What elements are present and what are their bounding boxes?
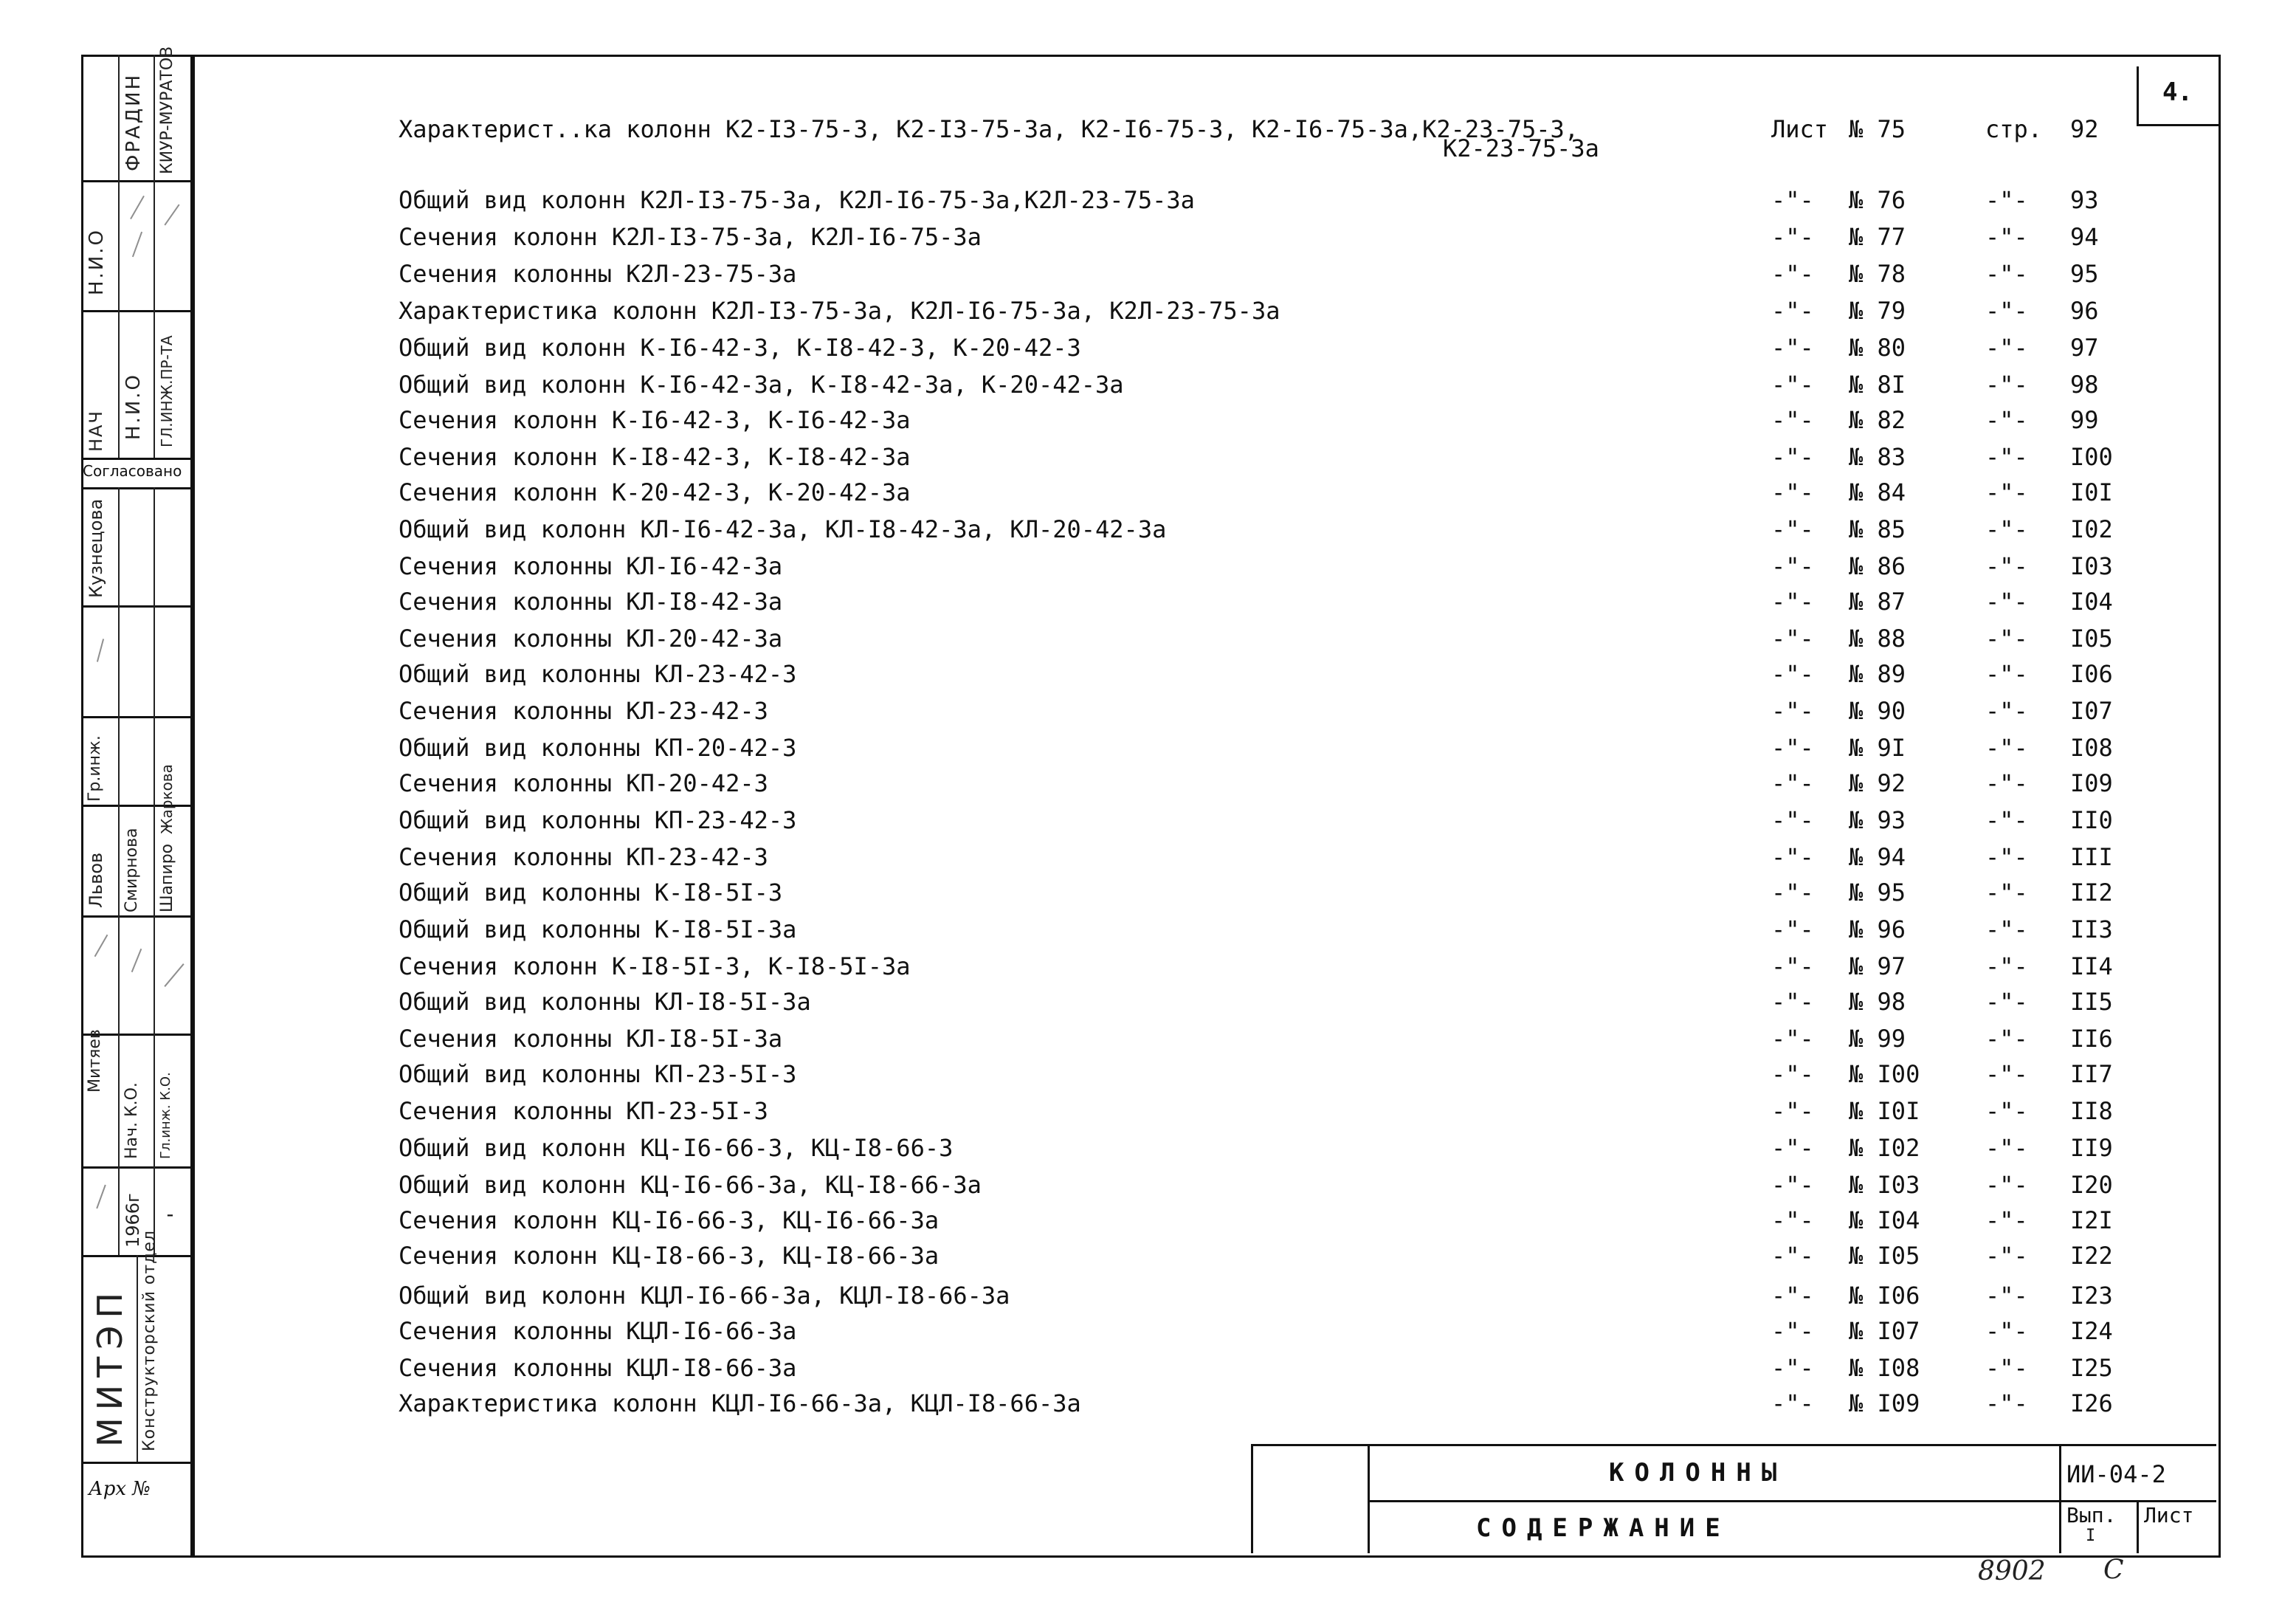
- row-title: Сечения колонны КЛ-I8-5I-3а: [399, 1025, 783, 1053]
- row-sheet-label: -"-: [1771, 1060, 1814, 1088]
- contents-row: [0, 911, 2214, 948]
- title-block-kolonny: КОЛОННЫ: [1609, 1458, 1787, 1488]
- row-title: Общий вид колонны К-I8-5I-3а: [399, 915, 797, 943]
- row-sheet-label: -"-: [1771, 952, 1814, 980]
- title-block-code: ИИ-04-2: [2066, 1460, 2166, 1488]
- row-sheet-number: № 96: [1849, 915, 1906, 943]
- row-page-label: -"-: [1985, 588, 2028, 616]
- row-sheet-label: -"-: [1771, 552, 1814, 580]
- row-page-label: -"-: [1985, 406, 2028, 434]
- row-sheet-number: № 95: [1849, 878, 1906, 907]
- stamp-grinzh: Гр.инж.: [86, 735, 104, 802]
- row-sheet-label: -"-: [1771, 660, 1814, 688]
- contents-row: [0, 402, 2214, 439]
- row-sheet-label: -"-: [1771, 1354, 1814, 1382]
- contents-row: [0, 511, 2214, 548]
- stamp-dash: -: [164, 1202, 176, 1226]
- row-sheet-number: № 99: [1849, 1025, 1906, 1053]
- row-sheet-number: № I06: [1849, 1282, 1920, 1310]
- row-page-number: 99: [2070, 406, 2099, 434]
- row-sheet-number: № 77: [1849, 223, 1906, 251]
- stamp-dept: Конструкторский отдел: [140, 1230, 159, 1451]
- contents-row: [0, 292, 2214, 329]
- row-page-number: I04: [2070, 588, 2113, 616]
- row-page-number: III: [2070, 843, 2113, 871]
- row-sheet-number: № I08: [1849, 1354, 1920, 1382]
- stamp-lvov: Львов: [86, 852, 106, 908]
- contents-row: [0, 1277, 2214, 1314]
- row-title: Общий вид колонн К-I6-42-3, К-I8-42-3, К-20-42-3: [399, 334, 1081, 362]
- row-page-number: II8: [2070, 1097, 2113, 1125]
- row-title: Сечения колонн К-20-42-3, К-20-42-3а: [399, 478, 911, 506]
- row-page-label: -"-: [1985, 1317, 2028, 1345]
- row-title: Общий вид колонны КП-23-42-3: [399, 806, 797, 834]
- contents-row: [0, 1129, 2214, 1166]
- row-sheet-label: -"-: [1771, 478, 1814, 506]
- row-page-number: II6: [2070, 1025, 2113, 1053]
- row-page-label: -"-: [1985, 1025, 2028, 1053]
- row-title: Сечения колонн К-I8-42-3, К-I8-42-3а: [399, 443, 911, 471]
- row-page-number: I25: [2070, 1354, 2113, 1382]
- contents-row: [0, 1056, 2214, 1093]
- row-sheet-number: № 8I: [1849, 371, 1906, 399]
- row-sheet-label: -"-: [1771, 1206, 1814, 1234]
- contents-row: [0, 983, 2214, 1020]
- contents-row: [0, 1237, 2214, 1274]
- row-page-number: 96: [2070, 297, 2099, 325]
- contents-row: [0, 182, 2214, 219]
- row-page-number: I03: [2070, 552, 2113, 580]
- row-page-number: II3: [2070, 915, 2113, 943]
- row-page-label: -"-: [1985, 371, 2028, 399]
- row-page-number: I06: [2070, 660, 2113, 688]
- row-sheet-number: № 86: [1849, 552, 1906, 580]
- row-sheet-label: -"-: [1771, 878, 1814, 907]
- row-sheet-number: № 79: [1849, 297, 1906, 325]
- row-page-number: 95: [2070, 260, 2099, 288]
- stamp-smirnova: Смирнова: [123, 828, 141, 912]
- row-sheet-number: № 97: [1849, 952, 1906, 980]
- stamp-arch: Арх №: [89, 1478, 151, 1500]
- row-page-label: стр.: [1985, 115, 2043, 143]
- page-number: 4.: [2162, 78, 2193, 107]
- contents-row: [0, 1385, 2214, 1422]
- row-page-number: II7: [2070, 1060, 2113, 1088]
- row-page-number: II9: [2070, 1134, 2113, 1162]
- contents-row: [0, 1349, 2214, 1386]
- stamp-shapiro: Шапиро: [158, 843, 176, 912]
- stamp-kuznetsova: Кузнецова: [86, 498, 106, 598]
- row-sheet-label: -"-: [1771, 223, 1814, 251]
- row-sheet-number: № 75: [1849, 115, 1906, 143]
- row-page-number: 97: [2070, 334, 2099, 362]
- stamp-zharkova: Жаркова: [158, 764, 176, 834]
- row-sheet-label: -"-: [1771, 843, 1814, 871]
- row-sheet-label: -"-: [1771, 806, 1814, 834]
- contents-row: [0, 439, 2214, 475]
- row-sheet-number: № 94: [1849, 843, 1906, 871]
- row-page-label: -"-: [1985, 843, 2028, 871]
- row-page-number: I00: [2070, 443, 2113, 471]
- row-title: Общий вид колонн К2Л-I3-75-3а, К2Л-I6-75-3а,К2Л-23-75-3а: [399, 186, 1195, 214]
- stamp-year: 1966г: [123, 1193, 143, 1248]
- contents-row: [0, 620, 2214, 657]
- row-page-number: I02: [2070, 515, 2113, 543]
- row-page-number: I23: [2070, 1282, 2113, 1310]
- row-title: Сечения колонны КЛ-20-42-3а: [399, 625, 783, 653]
- row-sheet-label: -"-: [1771, 734, 1814, 762]
- row-page-label: -"-: [1985, 1097, 2028, 1125]
- row-page-label: -"-: [1985, 1354, 2028, 1382]
- row-title: Сечения колонны КП-23-5I-3: [399, 1097, 768, 1125]
- row-sheet-number: № 82: [1849, 406, 1906, 434]
- stamp-name-fradin: ФРАДИН: [123, 72, 145, 171]
- row-title: Сечения колонны КЛ-23-42-3: [399, 697, 768, 725]
- bottom-number: 8902: [1978, 1556, 2046, 1586]
- row-title: Сечения колонны КЛ-I8-42-3а: [399, 588, 783, 616]
- row-sheet-number: № I05: [1849, 1242, 1920, 1270]
- contents-row: [0, 729, 2214, 766]
- row-title: Сечения колонны КП-20-42-3: [399, 769, 768, 797]
- contents-row: [0, 1166, 2214, 1203]
- row-page-label: -"-: [1985, 660, 2028, 688]
- row-page-label: -"-: [1985, 1242, 2028, 1270]
- row-sheet-label: -"-: [1771, 1242, 1814, 1270]
- row-sheet-label: -"-: [1771, 260, 1814, 288]
- row-page-number: I22: [2070, 1242, 2113, 1270]
- row-title: Общий вид колонны КЛ-I8-5I-3а: [399, 988, 811, 1016]
- row-page-label: -"-: [1985, 478, 2028, 506]
- row-sheet-number: № 78: [1849, 260, 1906, 288]
- contents-row: [0, 1313, 2214, 1349]
- row-sheet-label: -"-: [1771, 697, 1814, 725]
- row-title: Общий вид колонн КЦЛ-I6-66-3а, КЦЛ-I8-66-3а: [399, 1282, 1010, 1310]
- contents-row: [0, 583, 2214, 620]
- row-sheet-label: -"-: [1771, 625, 1814, 653]
- row-sheet-number: № 76: [1849, 186, 1906, 214]
- row-sheet-label: -"-: [1771, 769, 1814, 797]
- row-sheet-label: -"-: [1771, 334, 1814, 362]
- row-sheet-number: № 80: [1849, 334, 1906, 362]
- row-page-label: -"-: [1985, 952, 2028, 980]
- row-sheet-number: № 84: [1849, 478, 1906, 506]
- row-page-label: -"-: [1985, 1389, 2028, 1417]
- contents-row: [0, 802, 2214, 839]
- row-sheet-number: № 85: [1849, 515, 1906, 543]
- row-sheet-label: -"-: [1771, 1317, 1814, 1345]
- stamp-org: МИТЭП: [90, 1285, 130, 1447]
- row-title: Сечения колонн К2Л-I3-75-3а, К2Л-I6-75-3а: [399, 223, 982, 251]
- contents-row: [0, 874, 2214, 911]
- row-page-number: II2: [2070, 878, 2113, 907]
- row-page-label: -"-: [1985, 915, 2028, 943]
- row-sheet-number: № 93: [1849, 806, 1906, 834]
- row-title: Сечения колонны К2Л-23-75-3а: [399, 260, 797, 288]
- stamp-role-nio-2: Н.И.О: [123, 373, 145, 440]
- contents-row: [0, 474, 2214, 511]
- row-page-number: II0: [2070, 806, 2113, 834]
- row-sheet-number: № 87: [1849, 588, 1906, 616]
- title-block-vyp-label: Вып.: [2066, 1503, 2117, 1527]
- contents-row: [0, 1202, 2214, 1239]
- title-block-list-label: Лист: [2144, 1503, 2194, 1527]
- row-title: Сечения колонны КЛ-I6-42-3а: [399, 552, 783, 580]
- row-title: Сечения колонн КЦ-I6-66-3, КЦ-I6-66-3а: [399, 1206, 940, 1234]
- row-title: Общий вид колонн КЦ-I6-66-3а, КЦ-I8-66-3а: [399, 1171, 982, 1199]
- row-page-number: 98: [2070, 371, 2099, 399]
- row-sheet-label: -"-: [1771, 588, 1814, 616]
- row-page-label: -"-: [1985, 625, 2028, 653]
- row-sheet-label: -"-: [1771, 1389, 1814, 1417]
- contents-row: [0, 765, 2214, 802]
- row-title: Характеристика колонн К2Л-I3-75-3а, К2Л-I6-75-3а, К2Л-23-75-3а: [399, 297, 1280, 325]
- bottom-sheet-letter: С: [2103, 1555, 2124, 1585]
- row-sheet-label: -"-: [1771, 443, 1814, 471]
- stamp-mityaev: Митяев: [86, 1029, 104, 1093]
- row-sheet-number: № I0I: [1849, 1097, 1920, 1125]
- row-page-label: -"-: [1985, 186, 2028, 214]
- row-page-label: -"-: [1985, 1282, 2028, 1310]
- row-sheet-number: № 98: [1849, 988, 1906, 1016]
- contents-row: [0, 219, 2214, 255]
- title-block-vyp-value: I: [2086, 1527, 2096, 1545]
- row-page-label: -"-: [1985, 1060, 2028, 1088]
- row-sheet-label: -"-: [1771, 1025, 1814, 1053]
- stamp-role-nach: НАЧ: [86, 410, 106, 452]
- row-page-label: -"-: [1985, 769, 2028, 797]
- row-sheet-label: -"-: [1771, 1282, 1814, 1310]
- row-sheet-number: № I02: [1849, 1134, 1920, 1162]
- row-sheet-label: -"-: [1771, 371, 1814, 399]
- stamp-nach-ko: Нач. К.О.: [123, 1082, 141, 1159]
- row-sheet-label: -"-: [1771, 1097, 1814, 1125]
- stamp-glinzh-ko: Гл.инж. К.О.: [158, 1072, 173, 1159]
- row-title: Общий вид колонн КЛ-I6-42-3а, КЛ-I8-42-3а, КЛ-20-42-3а: [399, 515, 1167, 543]
- contents-row: [0, 948, 2214, 985]
- row-sheet-label: -"-: [1771, 1134, 1814, 1162]
- row-sheet-label: Лист: [1771, 115, 1829, 143]
- row-title-continued: К2-23-75-3а: [1443, 134, 1599, 162]
- row-title: Характеристика колонн КЦЛ-I6-66-3а, КЦЛ-I8-66-3а: [399, 1389, 1081, 1417]
- contents-row: [0, 255, 2214, 292]
- row-sheet-number: № I07: [1849, 1317, 1920, 1345]
- row-sheet-label: -"-: [1771, 915, 1814, 943]
- row-page-number: I2I: [2070, 1206, 2113, 1234]
- row-page-label: -"-: [1985, 223, 2028, 251]
- row-page-number: I0I: [2070, 478, 2113, 506]
- row-page-label: -"-: [1985, 1206, 2028, 1234]
- row-sheet-number: № I09: [1849, 1389, 1920, 1417]
- row-title: Сечения колонны КЦЛ-I8-66-3а: [399, 1354, 797, 1382]
- row-page-number: I09: [2070, 769, 2113, 797]
- row-sheet-number: № 92: [1849, 769, 1906, 797]
- row-sheet-number: № 90: [1849, 697, 1906, 725]
- row-sheet-label: -"-: [1771, 1171, 1814, 1199]
- row-title: Характерист..ка колонн К2-I3-75-3, К2-I3-75-3а, К2-I6-75-3, К2-I6-75-3а,К2-23-75-3,: [399, 115, 1579, 143]
- row-title: Общий вид колонн КЦ-I6-66-3, КЦ-I8-66-3: [399, 1134, 954, 1162]
- row-title: Общий вид колонны КП-23-5I-3: [399, 1060, 797, 1088]
- row-sheet-number: № 9I: [1849, 734, 1906, 762]
- row-page-label: -"-: [1985, 1171, 2028, 1199]
- row-page-label: -"-: [1985, 260, 2028, 288]
- row-title: Общий вид колонны КЛ-23-42-3: [399, 660, 797, 688]
- row-page-number: II4: [2070, 952, 2113, 980]
- row-page-label: -"-: [1985, 734, 2028, 762]
- row-title: Общий вид колонн К-I6-42-3а, К-I8-42-3а, К-20-42-3а: [399, 371, 1124, 399]
- row-page-number: II5: [2070, 988, 2113, 1016]
- row-page-label: -"-: [1985, 878, 2028, 907]
- row-title: Сечения колонн К-I6-42-3, К-I6-42-3а: [399, 406, 911, 434]
- row-sheet-number: № I04: [1849, 1206, 1920, 1234]
- contents-row: [0, 656, 2214, 692]
- row-sheet-number: № 83: [1849, 443, 1906, 471]
- row-sheet-label: -"-: [1771, 988, 1814, 1016]
- row-page-label: -"-: [1985, 552, 2028, 580]
- row-sheet-number: № I00: [1849, 1060, 1920, 1088]
- row-page-number: I08: [2070, 734, 2113, 762]
- row-page-label: -"-: [1985, 1134, 2028, 1162]
- contents-row: [0, 839, 2214, 876]
- contents-row: [0, 366, 2214, 403]
- row-sheet-number: № I03: [1849, 1171, 1920, 1199]
- stamp-name-kiur: КИУР-МУРАТОВ: [158, 46, 176, 174]
- row-page-number: 94: [2070, 223, 2099, 251]
- row-page-label: -"-: [1985, 988, 2028, 1016]
- row-title: Сечения колонны КП-23-42-3: [399, 843, 768, 871]
- row-sheet-label: -"-: [1771, 515, 1814, 543]
- row-page-label: -"-: [1985, 806, 2028, 834]
- row-sheet-label: -"-: [1771, 297, 1814, 325]
- row-page-number: I20: [2070, 1171, 2113, 1199]
- contents-row: [0, 548, 2214, 585]
- row-title: Общий вид колонны КП-20-42-3: [399, 734, 797, 762]
- row-page-label: -"-: [1985, 697, 2028, 725]
- row-page-number: 92: [2070, 115, 2099, 143]
- row-sheet-label: -"-: [1771, 186, 1814, 214]
- row-title: Сечения колонн КЦ-I8-66-3, КЦ-I8-66-3а: [399, 1242, 940, 1270]
- row-page-number: I05: [2070, 625, 2113, 653]
- contents-row: [0, 692, 2214, 729]
- row-page-label: -"-: [1985, 515, 2028, 543]
- row-title: Сечения колонны КЦЛ-I6-66-3а: [399, 1317, 797, 1345]
- row-page-label: -"-: [1985, 443, 2028, 471]
- row-page-label: -"-: [1985, 297, 2028, 325]
- row-page-number: I26: [2070, 1389, 2113, 1417]
- stamp-role-nio-1: Н.И.О: [86, 228, 108, 295]
- row-page-number: I24: [2070, 1317, 2113, 1345]
- title-block-soderzhanie: СОДЕРЖАНИЕ: [1476, 1513, 1731, 1543]
- row-title: Общий вид колонны К-I8-5I-3: [399, 878, 783, 907]
- stamp-role-glinzh: ГЛ.ИНЖ.ПР-ТА: [158, 335, 176, 447]
- contents-row: [0, 1093, 2214, 1129]
- row-sheet-number: № 89: [1849, 660, 1906, 688]
- row-page-label: -"-: [1985, 334, 2028, 362]
- row-title: Сечения колонн К-I8-5I-3, К-I8-5I-3а: [399, 952, 911, 980]
- stamp-agreed: Согласовано: [83, 462, 182, 480]
- row-page-number: 93: [2070, 186, 2099, 214]
- row-sheet-label: -"-: [1771, 406, 1814, 434]
- row-sheet-number: № 88: [1849, 625, 1906, 653]
- contents-row: [0, 1020, 2214, 1057]
- row-page-number: I07: [2070, 697, 2113, 725]
- contents-row: [0, 329, 2214, 366]
